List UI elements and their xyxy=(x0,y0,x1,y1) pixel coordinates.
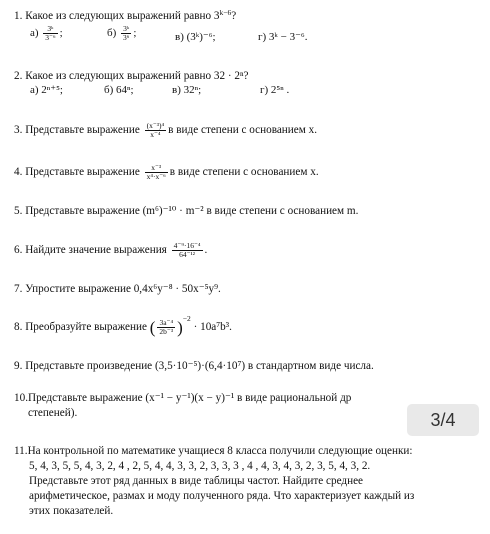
option-a-fraction xyxy=(43,25,57,42)
question-8-power: −2 xyxy=(182,314,191,324)
question-4-lead: 4. Представьте выражение xyxy=(14,166,140,179)
question-2-option-b: б) 64ⁿ; xyxy=(104,84,134,96)
option-a-label: а) xyxy=(30,27,39,40)
question-5: 5. Представьте выражение (m⁶)⁻¹⁰ · m⁻² в виде степени с основанием m. xyxy=(14,205,359,217)
question-7: 7. Упростите выражение 0,4x⁶y⁻⁸ · 50x⁻⁵y⁹. xyxy=(14,283,221,295)
question-1-title xyxy=(14,10,236,23)
question-8-fraction xyxy=(157,319,175,336)
fraction-denominator: 3⁻⁶ xyxy=(45,33,56,42)
question-2-title: 2. Какое из следующих выражений равно 32 · 2ⁿ? xyxy=(14,70,249,82)
question-6-tail: . xyxy=(204,244,208,257)
fraction-denominator: x⁴·x⁻⁶ xyxy=(146,172,166,181)
option-b-label: б) xyxy=(107,27,117,40)
question-1-option-b: б) $\frac{\text{3ᵏ}}{\text{3⁶}}$ ; xyxy=(107,24,137,42)
question-4-fraction xyxy=(145,164,168,181)
question-3 xyxy=(14,122,317,139)
question-10-line-2: степеней). xyxy=(28,407,78,419)
question-9: 9. Представьте произведение (3,5·10⁻⁵)·(6,4·10⁷) в стандартном виде числа. xyxy=(14,360,374,372)
fraction-denominator: 64⁻¹² xyxy=(179,250,196,259)
question-8-tail: · 10a⁷b³. xyxy=(193,321,232,334)
fraction-numerator: 3a⁻⁴ xyxy=(157,319,175,328)
question-4 xyxy=(14,164,319,181)
fraction-denominator: 2b⁻³ xyxy=(159,327,174,336)
question-3-lead: 3. Представьте выражение xyxy=(14,124,140,137)
question-3-fraction xyxy=(145,122,167,139)
close-paren: ) xyxy=(177,318,183,337)
question-11-line-4: арифметическое, размах и моду полученного ряда. Что характеризует каждый из xyxy=(29,490,415,502)
question-11-line-2: 5, 4, 3, 5, 5, 4, 3, 2, 4 , 2, 5, 4, 4, 3, 3, 2, 3, 3, 3 , 4 , 4, 3, 4, 3, 2, 3, 5, 4, 3, 2. xyxy=(29,460,371,472)
question-10-line-1: 10.Представьте выражение (x⁻¹ − y⁻¹)(x − y)⁻¹ в виде рациональной др xyxy=(14,392,352,404)
question-8-lead: 8. Преобразуйте выражение xyxy=(14,321,147,334)
question-1-option-d: г) 3ᵏ − 3⁻⁶. xyxy=(258,31,308,43)
fraction-denominator: x⁻⁴ xyxy=(150,130,161,139)
fraction-numerator: (x⁻³)⁴ xyxy=(146,121,165,130)
fraction-numerator: 3ᵏ xyxy=(43,25,57,34)
question-6 xyxy=(14,242,207,259)
question-2-option-d: г) 2⁵ⁿ . xyxy=(260,84,290,96)
page-counter-badge: 3/4 xyxy=(407,404,479,436)
question-3-tail: в виде степени с основанием x. xyxy=(168,124,318,137)
open-paren: ( xyxy=(149,318,156,337)
question-1-option-a: а) $\frac{\text{3ᵏ}}{\text{3⁻⁶}}$ ; xyxy=(30,24,63,42)
question-1-exponent: k−6 xyxy=(219,8,232,17)
question-2-option-c: в) 32ⁿ; xyxy=(172,84,202,96)
question-1-end: ? xyxy=(231,10,237,22)
question-1-option-c: в) (3ᵏ)⁻⁶; xyxy=(175,31,216,43)
question-11-line-3: Представьте этот ряд данных в виде таблицы частот. Найдите среднее xyxy=(29,475,364,487)
fraction-numerator: 4⁻⁹·16⁻⁴ xyxy=(173,241,201,250)
question-4-tail: в виде степени с основанием x. xyxy=(169,166,319,179)
question-8 xyxy=(14,314,232,337)
question-11-line-5: этих показателей. xyxy=(29,505,114,517)
question-2-option-a: а) 2ⁿ⁺⁵; xyxy=(30,84,63,96)
question-6-lead: 6. Найдите значение выражения xyxy=(14,244,167,257)
fraction-numerator: 3ᵏ xyxy=(121,25,131,34)
question-11-line-1: 11.На контрольной по математике учащиеся 8 класса получили следующие оценки: xyxy=(14,445,413,457)
fraction-numerator: x⁻³ xyxy=(145,164,168,173)
question-6-fraction xyxy=(172,242,203,259)
fraction-denominator: 3⁶ xyxy=(123,33,130,42)
option-b-fraction xyxy=(121,25,131,42)
question-1-text: 1. Какое из следующих выражений равно 3 xyxy=(14,10,220,22)
